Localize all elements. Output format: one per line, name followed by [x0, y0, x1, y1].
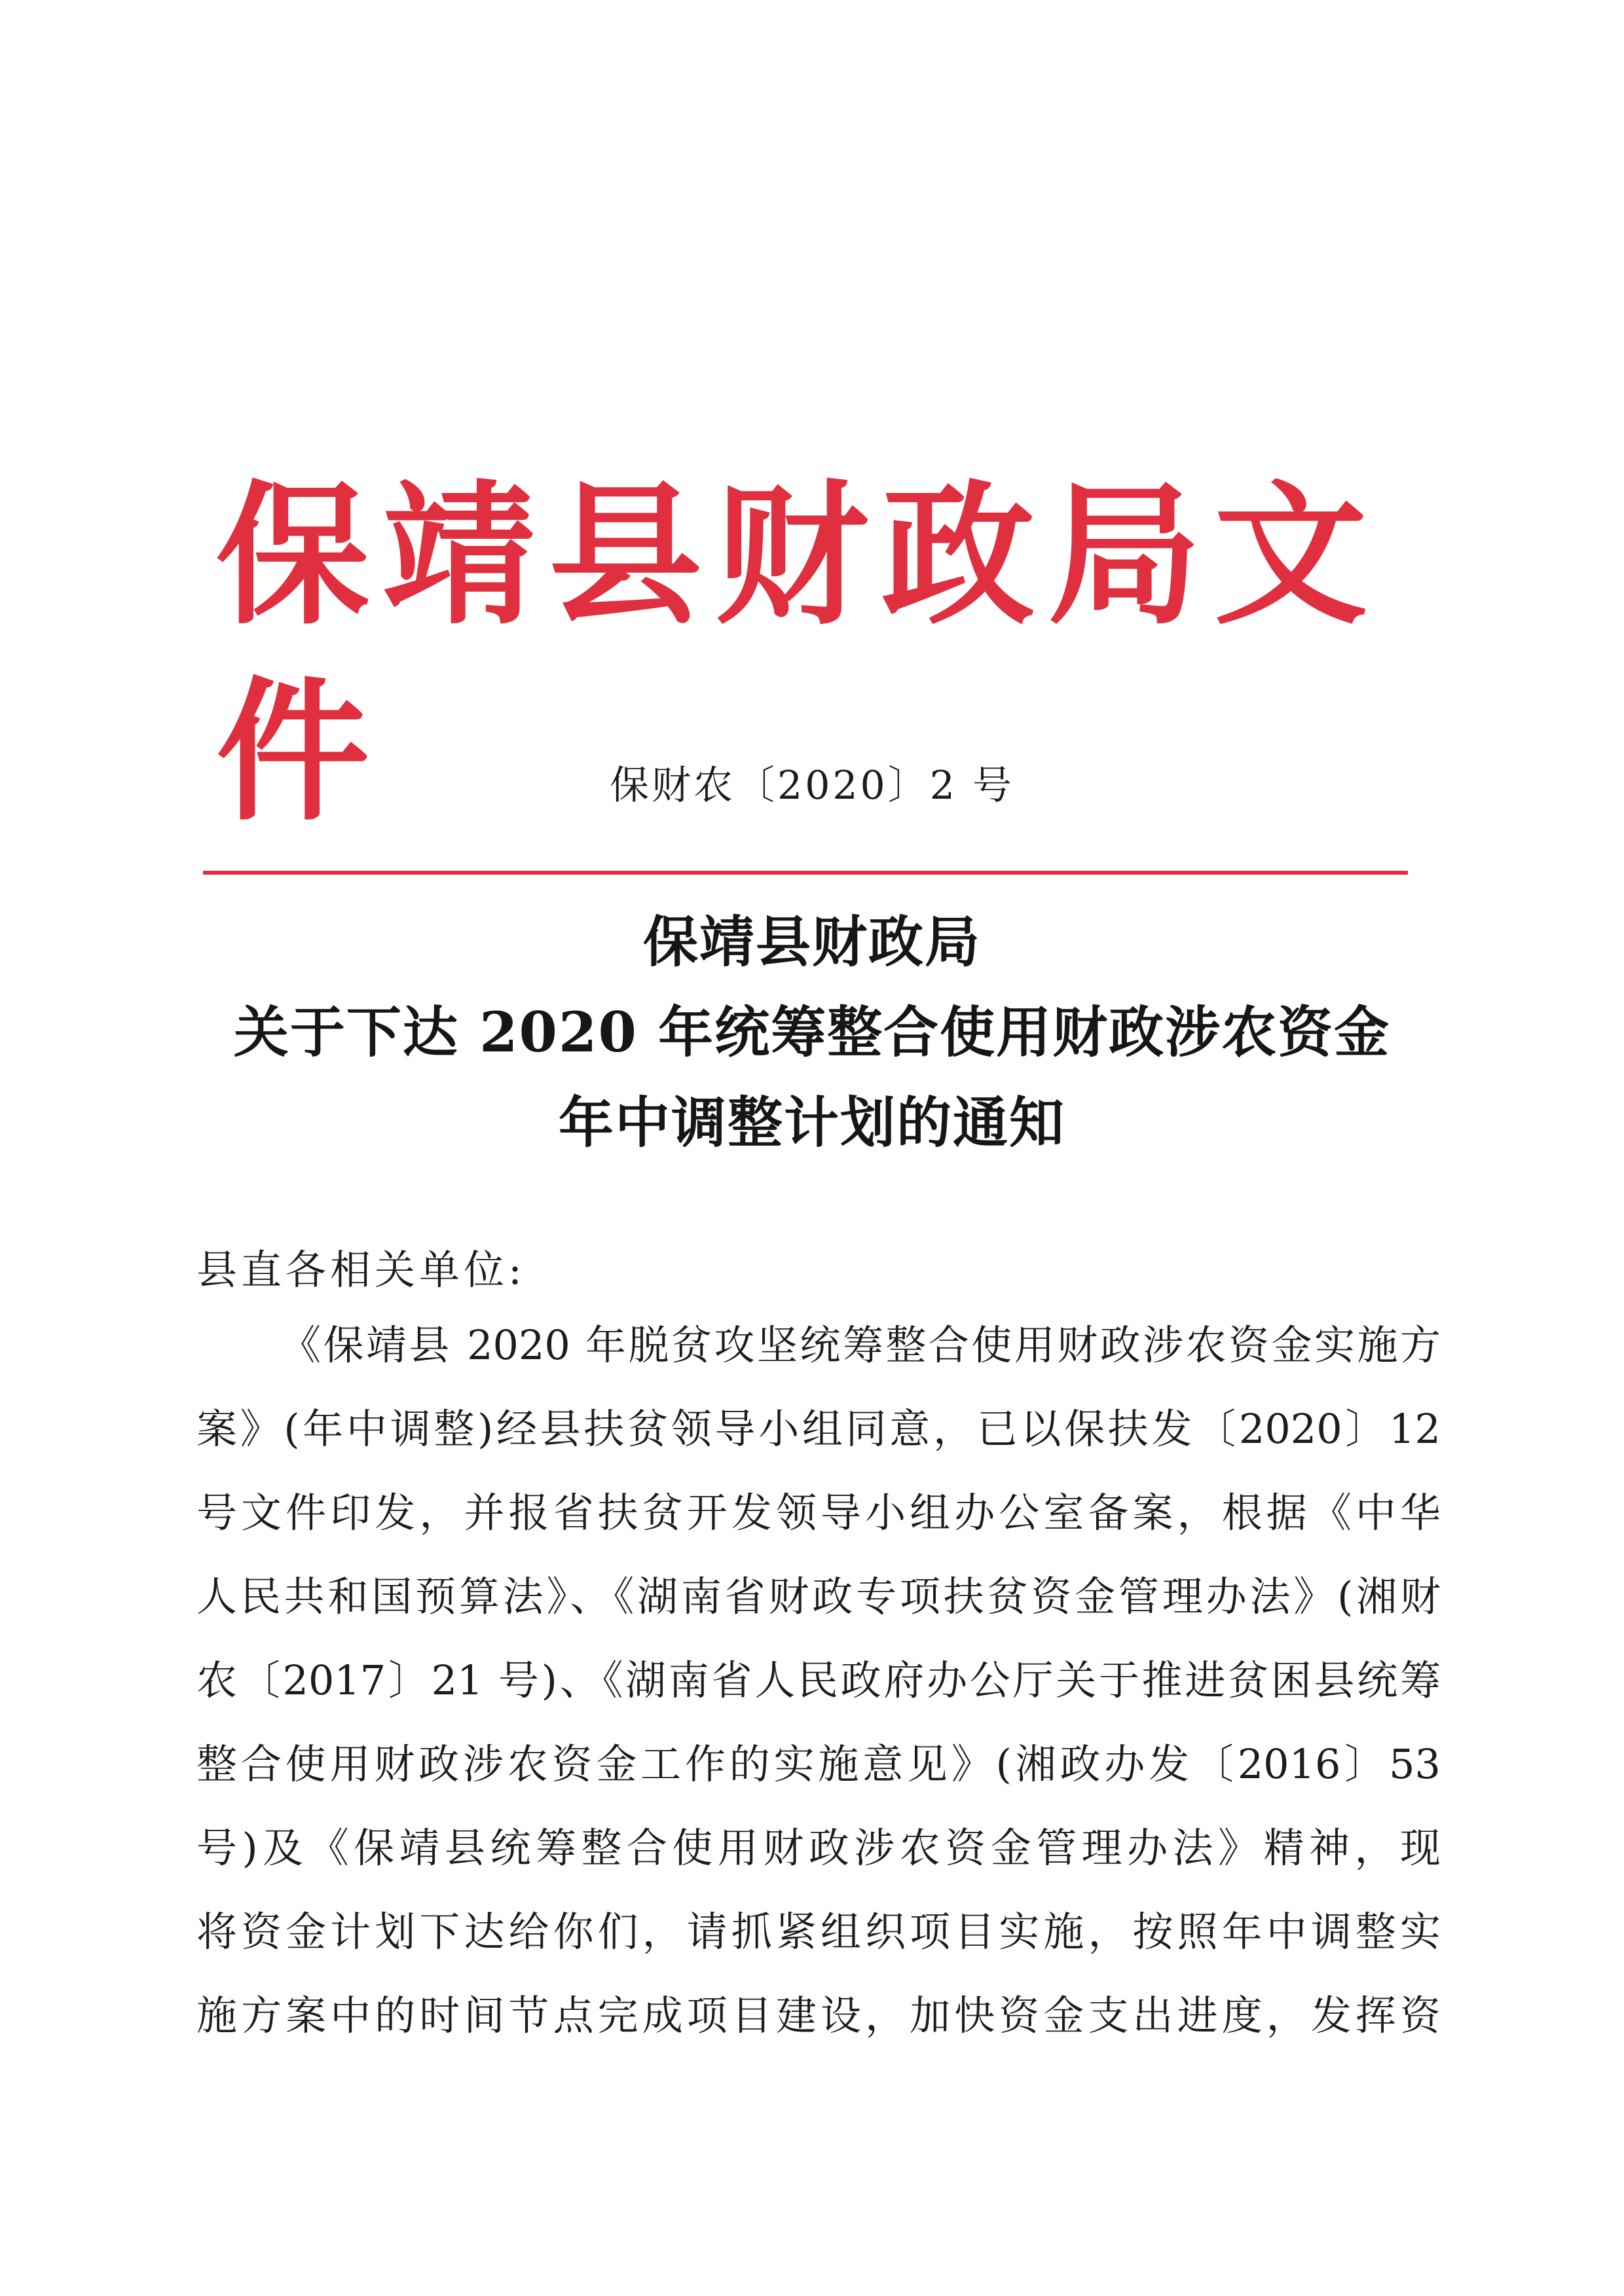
body-line: 人民共和国预算法》、《湖南省财政专项扶贫资金管理办法》(湘财 — [196, 1573, 1441, 1620]
document-number: 保财农〔2020〕2 号 — [610, 763, 1014, 809]
salutation: 县直各相关单位: — [196, 1246, 526, 1294]
body-line: 农〔2017〕21 号)、《湖南省人民政府办公厅关于推进贫困县统筹 — [196, 1656, 1441, 1704]
notice-title-line-1: 保靖县财政局 — [642, 909, 981, 974]
body-line: 号文件印发，并报省扶贫开发领导小组办公室备案，根据《中华 — [196, 1489, 1441, 1537]
body-line: 将资金计划下达给你们，请抓紧组织项目实施，按照年中调整实 — [196, 1908, 1441, 1956]
body-line: 号)及《保靖县统筹整合使用财政涉农资金管理办法》精神，现 — [196, 1824, 1441, 1872]
body-line: 施方案中的时间节点完成项目建设，加快资金支出进度，发挥资 — [196, 1992, 1441, 2039]
body-line: 整合使用财政涉农资金工作的实施意见》(湘政办发〔2016〕53 — [196, 1740, 1441, 1788]
notice-title — [0, 897, 1624, 1168]
masthead-title: 保靖县财政局文件 — [216, 467, 1369, 842]
body-line: 案》(年中调整)经县扶贫领导小组同意，已以保扶发〔2020〕12 — [196, 1405, 1441, 1453]
body-line: 《保靖县 2020 年脱贫攻坚统筹整合使用财政涉农资金实施方 — [280, 1321, 1441, 1369]
notice-title-line-2: 关于下达 2020 年统筹整合使用财政涉农资金 — [233, 1000, 1391, 1065]
red-divider-line — [203, 871, 1408, 875]
notice-title-line-3: 年中调整计划的通知 — [558, 1090, 1065, 1155]
